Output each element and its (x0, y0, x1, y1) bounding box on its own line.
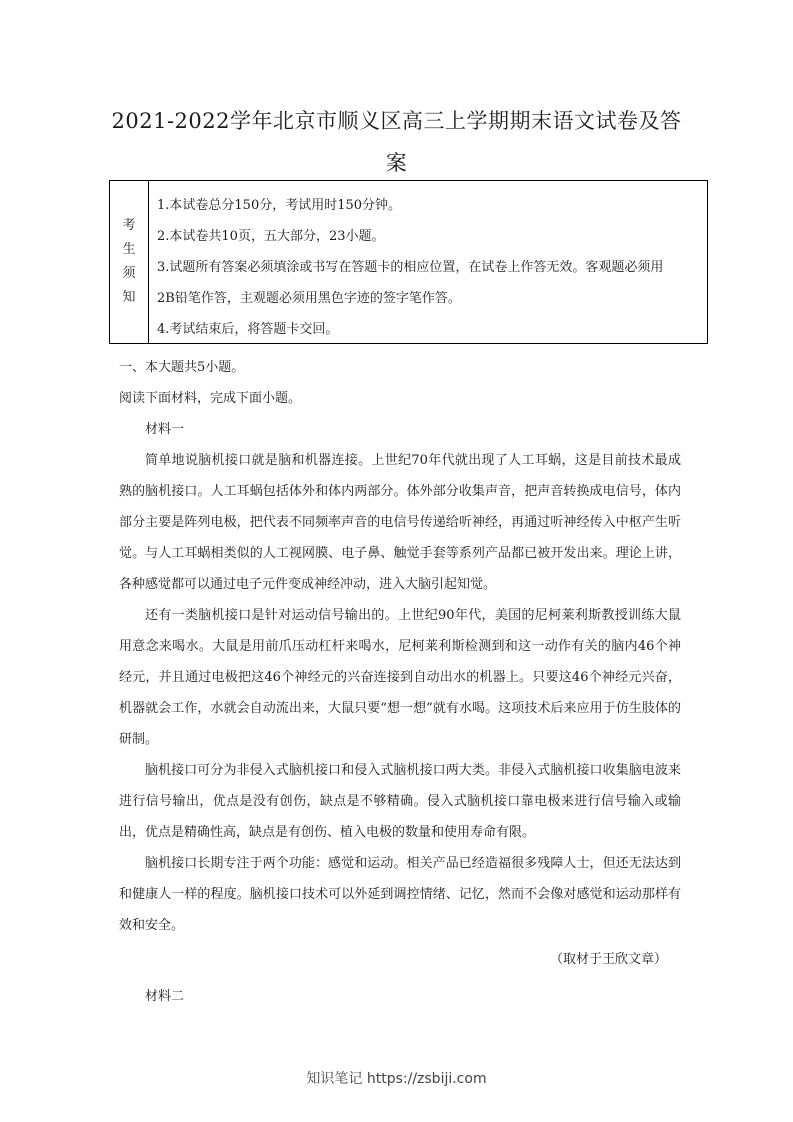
paragraph: 脑机接口可分为非侵入式脑机接口和侵入式脑机接口两大类。非侵入式脑机接口收集脑电波来进行信号输出，优点是没有创伤，缺点是不够精确。侵入式脑机接口靠电极来进行信号输入或输出，优点是精确性高，缺点是有创伤、植入电极的数量和使用寿命有限。 (119, 763, 681, 840)
notice-label: 考生须知 (122, 218, 136, 305)
section-heading: 一、本大题共5小题。 (119, 360, 245, 375)
exam-notice-box (109, 180, 708, 344)
paragraph: 简单地说脑机接口就是脑和机器连接。上世纪70年代就出现了人工耳蜗，这是目前技术最成熟的脑机接口。人工耳蜗包括体外和体内两部分。体外部分收集声音，把声音转换成电信号，体内部分主要是阵列电极，把代表不同频率声音的电信号传递给听神经，再通过听神经传入中枢产生听觉。与人工耳蜗相类似的人工视网膜、电子鼻、触觉手套等系列产品都已被开发出来。理论上讲，各种感觉都可以通过电子元件变成神经冲动，进入大脑引起知觉。 (119, 453, 681, 592)
paragraph: 还有一类脑机接口是针对运动信号输出的。上世纪90年代，美国的尼柯莱利斯教授训练大鼠用意念来喝水。大鼠是用前爪压动杠杆来喝水，尼柯莱利斯检测到和这一动作有关的脑内46个神经元，并且通过电极把这46个神经元的兴奋连接到自动出水的机器上。只要这46个神经元兴奋，机器就会工作，水就会自动流出来，大鼠只要“想一想”就有水喝。这项技术后来应用于仿生肢体的研制。 (119, 608, 681, 747)
notice-item: 4.考试结束后，将答题卡交回。 (157, 322, 339, 337)
material-2-title: 材料二 (145, 989, 185, 1004)
notice-label-cell (110, 181, 149, 343)
section-instruction: 阅读下面材料，完成下面小题。 (119, 391, 302, 406)
notice-item: 2B铅笔作答，主观题必须用黑色字迹的签字笔作答。 (157, 291, 461, 306)
notice-item: 3.试题所有答案必须填涂或书写在答题卡的相应位置，在试卷上作答无效。客观题必须用 (157, 260, 664, 275)
source-citation: （取材于王欣文章） (549, 952, 667, 967)
footer-watermark: 知识笔记 https://zsbiji.com (306, 1071, 487, 1087)
paragraph: 脑机接口长期专注于两个功能：感觉和运动。相关产品已经造福很多残障人士，但还无法达到和健康人一样的程度。脑机接口技术可以外延到调控情绪、记忆，然而不会像对感觉和运动那样有效和安全。 (119, 856, 681, 933)
section-content (119, 352, 681, 1012)
page-title: 2021-2022学年北京市顺义区高三上学期期末语文试卷及答案 (111, 109, 682, 175)
notice-items (149, 181, 707, 343)
material-1-title: 材料一 (145, 422, 185, 437)
notice-item: 1.本试卷总分150分，考试用时150分钟。 (157, 198, 402, 213)
notice-item: 2.本试卷共10页，五大部分，23小题。 (157, 229, 385, 244)
